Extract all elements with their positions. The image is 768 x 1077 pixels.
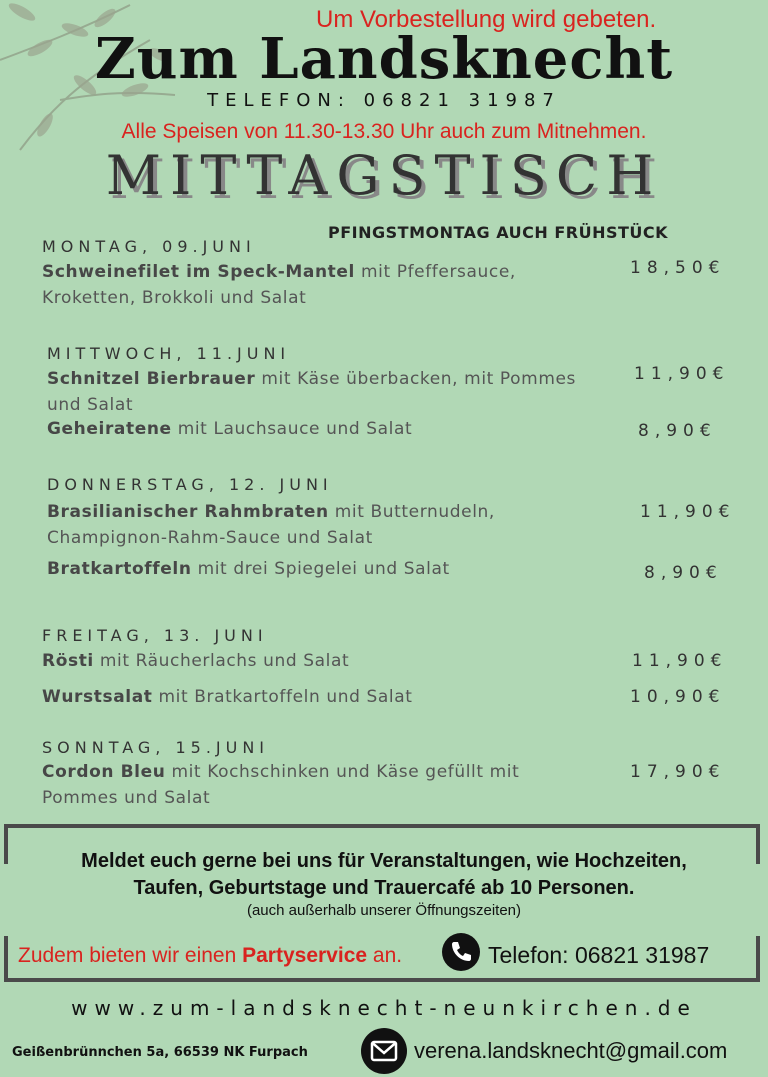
- day-label-sonntag: SONNTAG, 15.JUNI: [42, 738, 270, 757]
- takeaway-note: Alle Speisen von 11.30-13.30 Uhr auch zum Mitnehmen.: [121, 120, 647, 143]
- mail-icon: [360, 1027, 408, 1075]
- website-link[interactable]: www.zum-landsknecht-neunkirchen.de: [71, 996, 697, 1020]
- events-note: (auch außerhalb unserer Öffnungszeiten): [246, 902, 522, 919]
- dish-desc: mit Bratkartoffeln und Salat: [152, 687, 413, 707]
- day-label-donnerstag: DONNERSTAG, 12. JUNI: [47, 475, 333, 494]
- box-divider: [756, 936, 760, 980]
- email-link[interactable]: verena.landsknecht@gmail.com: [414, 1038, 728, 1063]
- dish-donnerstag-2: [47, 556, 607, 582]
- dish-mittwoch-2: [47, 416, 607, 442]
- pre-order-note: Um Vorbestellung wird gebeten.: [316, 6, 657, 33]
- party-highlight: Partyservice: [242, 944, 368, 967]
- restaurant-name: Zum Landsknecht: [94, 26, 674, 92]
- box-divider: [4, 824, 760, 828]
- dish-donnerstag-1: [47, 499, 607, 551]
- dish-desc: mit Käse überbacken, mit Pommes und Salat: [47, 369, 577, 415]
- partyservice-note: [18, 944, 402, 968]
- events-text: [0, 848, 768, 902]
- dish-desc: mit drei Spiegelei und Salat: [191, 559, 450, 579]
- price-freitag-2: 10,90€: [630, 687, 726, 707]
- dish-freitag-1: [42, 648, 602, 674]
- day-label-mittwoch: MITTWOCH, 11.JUNI: [47, 344, 291, 363]
- dish-name: Brasilianischer Rahmbraten: [47, 502, 329, 522]
- dish-desc: mit Butternudeln, Champignon-Rahm-Sauce und Salat: [47, 502, 495, 548]
- events-line: Taufen, Geburtstage und Trauercafé ab 10 Personen.: [133, 877, 635, 899]
- price-donnerstag-2: 8,90€: [644, 563, 723, 583]
- dish-name: Rösti: [42, 651, 94, 671]
- phone-icon: [441, 932, 481, 972]
- dish-name: Bratkartoffeln: [47, 559, 192, 579]
- box-divider: [4, 936, 8, 980]
- header-phone: TELEFON: 06821 31987: [207, 90, 561, 111]
- price-mittwoch-2: 8,90€: [638, 421, 717, 441]
- day-label-montag: MONTAG, 09.JUNI: [42, 237, 256, 256]
- dish-name: Wurstsalat: [42, 687, 153, 707]
- page-title: MITTAGSTISCH: [105, 144, 663, 207]
- special-note: PFINGSTMONTAG AUCH FRÜHSTÜCK: [328, 223, 669, 242]
- dish-sonntag-1: [42, 759, 592, 811]
- dish-desc: mit Lauchsauce und Salat: [171, 419, 413, 439]
- dish-name: Geheiratene: [47, 419, 172, 439]
- price-donnerstag-1: 11,90€: [640, 502, 736, 522]
- dish-desc: mit Kochschinken und Käse gefüllt mit Pommes und Salat: [42, 762, 520, 808]
- dish-name: Schnitzel Bierbrauer: [47, 369, 256, 389]
- dish-name: Cordon Bleu: [42, 762, 166, 782]
- price-mittwoch-1: 11,90€: [634, 364, 730, 384]
- box-divider: [4, 978, 760, 982]
- dish-mittwoch-1: [47, 366, 592, 418]
- party-prefix: Zudem bieten wir einen: [18, 944, 243, 967]
- price-sonntag-1: 17,90€: [630, 762, 726, 782]
- day-label-freitag: FREITAG, 13. JUNI: [42, 626, 268, 645]
- price-montag-1: 18,50€: [630, 258, 726, 278]
- dish-freitag-2: [42, 684, 602, 710]
- events-line: Meldet euch gerne bei uns für Veranstaltungen, wie Hochzeiten,: [81, 850, 687, 872]
- party-suffix: an.: [367, 944, 403, 967]
- dish-desc: mit Pfeffersauce, Kroketten, Brokkoli und Salat: [42, 262, 516, 308]
- dish-montag-1: [42, 259, 602, 311]
- footer-phone: Telefon: 06821 31987: [488, 942, 710, 968]
- address: Geißenbrünnchen 5a, 66539 NK Furpach: [12, 1045, 308, 1060]
- dish-desc: mit Räucherlachs und Salat: [93, 651, 350, 671]
- dish-name: Schweinefilet im Speck-Mantel: [42, 262, 355, 282]
- price-freitag-1: 11,90€: [632, 651, 728, 671]
